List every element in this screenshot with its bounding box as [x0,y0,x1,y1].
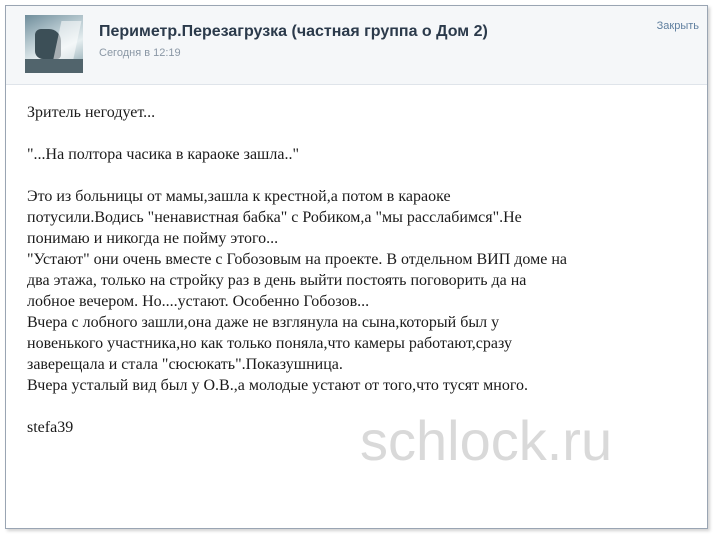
post-header [6,6,707,85]
group-title[interactable]: Периметр.Перезагрузка (частная группа о Дом 2) [99,23,488,40]
post-line: Это из больницы от мамы,зашла к крестной,а потом в караоке [27,188,451,205]
post-line: лобное вечером. Но....устают. Особенно Гобозов... [27,293,370,310]
post-line: новенького участника,но как только поняла,что камеры работают,сразу [27,335,512,352]
post-signature: stefa39 [27,419,74,436]
post-window [5,5,708,529]
post-line: два этажа, только на стройку раз в день выйти постоять поговорить да на [27,272,527,289]
post-quote: "...На полтора часика в караоке зашла.." [27,146,299,163]
post-time: Сегодня в 12:19 [99,47,181,59]
post-line: Зритель негодует... [27,104,156,121]
post-line: Вчера с лобного зашли,она даже не взглянула на сына,который был у [27,314,500,331]
post-line: потусили.Водись "ненавистная бабка" с Робиком,а "мы расслабимся".Не [27,209,522,226]
post-line: Вчера усталый вид был у О.В.,а молодые устают от того,что тусят много. [27,377,529,394]
post-line: заверещала и стала "сюсюкать".Показушница. [27,356,343,373]
post-line: "Устают" они очень вместе с Гобозовым на проекте. В отдельном ВИП доме на [27,251,567,268]
group-avatar[interactable] [25,15,83,73]
post-line: понимаю и никогда не пойму этого... [27,230,279,247]
close-link[interactable]: Закрыть [656,20,699,32]
watermark-text: schlock.ru [360,409,613,472]
post-body [27,102,697,438]
